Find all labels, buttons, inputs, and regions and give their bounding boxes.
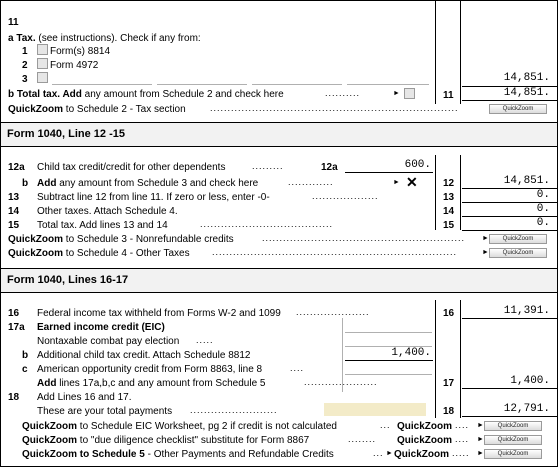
line-11a-tax-value[interactable]: 14,851. [503,72,550,84]
line-16-text: Federal income tax withheld from Forms W-2 and 1099 [37,308,281,319]
line-18-value[interactable]: 12,791. [503,403,550,415]
arrow-right-icon: ► [482,235,489,242]
line-11b-bold: Total tax. Add [16,89,82,100]
leader-dots: ..................... [304,377,378,387]
qz-due-diligence-text [22,435,309,446]
arrow-right-icon: ► [477,450,484,457]
line-18-number: 18 [8,392,20,403]
line-12-box-label: 12 [443,178,455,189]
option-3-field-3[interactable] [252,84,342,85]
line-17c-add-bold: Add [37,378,57,389]
line-15-value[interactable]: 0. [536,217,550,229]
option-2-label: Form 4972 [50,60,99,71]
option-2-number: 2 [22,60,28,71]
line-16-value[interactable]: 11,391. [503,305,550,317]
line-11b-desc: any amount from Schedule 2 and check here [81,89,284,100]
line-12a-underline [345,172,433,173]
line-15-number: 15 [8,220,20,231]
qz-eic-text [22,421,337,432]
leader-dots: .... [455,420,470,430]
qz-dd-bold: QuickZoom [22,435,78,446]
qz-s5-right-label: QuickZoom [394,449,450,460]
qz-schedule-2-text [8,104,186,115]
section-title-16-17: Form 1040, Lines 16-17 [7,274,129,286]
bottom-border [0,466,558,467]
line-13-box-label: 13 [443,192,455,203]
qz-schedule-2-desc: to Schedule 2 - Tax section [63,104,186,115]
qz-schedule-2-bold: QuickZoom [8,104,64,115]
arrow-right-icon: ► [477,422,484,429]
line-18-highlight [324,403,426,416]
line-12b-bold: Add [37,178,57,189]
line-14-box-label: 14 [443,206,455,217]
line-14-text: Other taxes. Attach Schedule 4. [37,206,178,217]
option-3-field-2[interactable] [157,84,247,85]
line-17b-value[interactable]: 1,400. [391,347,431,359]
leader-dots: ................... [312,191,379,201]
quickzoom-schedule-2-button[interactable]: QuickZoom [489,104,547,114]
qz-s5-desc: - Other Payments and Refundable Credits [144,449,334,460]
line-17a-number: 17a [8,322,25,333]
line-17c-desc: lines 17a,b,c and any amount from Schedule 5 [56,378,266,389]
qz-s5-bold: QuickZoom to Schedule 5 [22,449,145,460]
line-11a-bold: Tax. [16,33,36,44]
leader-dots: ... [373,448,384,458]
leader-dots: .......... [325,88,361,98]
line-12b-label: b [22,178,29,189]
option-3-field-4[interactable] [347,84,429,85]
quickzoom-schedule-4-button[interactable]: QuickZoom [489,248,547,258]
arrow-right-icon: ► [386,450,393,457]
leader-dots: ......... [252,161,284,171]
line-16-box-label: 16 [443,308,455,319]
leader-dots: .......................................................... [262,233,466,243]
leader-dots: ...................................................................... [212,247,458,257]
leader-dots: ..... [196,335,214,345]
leader-dots: ............. [288,177,334,187]
line-17c-text-1: American opportunity credit from Form 8863, line 8 [37,364,263,375]
line-14-value[interactable]: 0. [536,203,550,215]
schedule-3-checkbox-checked[interactable]: ✕ [406,174,418,190]
line-16-number: 16 [8,308,20,319]
line-17c-label: c [22,364,28,375]
qz-eic-right-label: QuickZoom [397,421,453,432]
line-13-value[interactable]: 0. [536,189,550,201]
form-8814-checkbox[interactable] [37,44,48,55]
line-11b-label: b [8,89,15,100]
line-18-text-1: Add Lines 16 and 17. [37,392,132,403]
quickzoom-due-diligence-button[interactable]: QuickZoom [484,435,542,445]
option-1-number: 1 [22,46,28,57]
line-17-underline [462,388,558,389]
qz-schedule-3-desc: to Schedule 3 - Nonrefundable credits [63,234,234,245]
section-title-12-15: Form 1040, Line 12 -15 [7,128,125,140]
qz-dd-right-label: QuickZoom [397,435,453,446]
line-18-box-label: 18 [443,406,455,417]
quickzoom-schedule-3-button[interactable]: QuickZoom [489,234,547,244]
line-12-value[interactable]: 14,851. [503,175,550,187]
leader-dots: ..................... [296,307,370,317]
option-3-number: 3 [22,74,28,85]
leader-dots: ......................... [190,405,278,415]
leader-dots: ........ [348,434,377,444]
line-17a-text: Earned income credit (EIC) [37,322,165,333]
qz-schedule-3-text [8,234,234,245]
qz-dd-desc: to "due diligence checklist" substitute for Form 8867 [77,435,310,446]
form-4972-checkbox[interactable] [37,58,48,69]
col-divider [435,300,436,418]
line-17a-sub-text: Nontaxable combat pay election [37,336,180,347]
line-14-number: 14 [8,206,20,217]
col-divider [435,0,436,104]
leader-dots: ...................................... [200,219,334,229]
leader-dots: .... [455,434,470,444]
quickzoom-schedule-5-button[interactable]: QuickZoom [484,449,542,459]
arrow-right-icon: ► [393,90,400,97]
line-11-box-label: 11 [443,90,454,101]
line-17-value[interactable]: 1,400. [510,375,550,387]
col-divider-2 [460,155,461,230]
qz-schedule-4-desc: to Schedule 4 - Other Taxes [63,248,190,259]
line-15-box-label: 15 [443,220,455,231]
qz-schedule-5-text [22,449,334,460]
option-3-field-1[interactable] [52,84,152,85]
option-3-checkbox[interactable] [37,72,48,83]
leader-dots: ..... [452,448,470,458]
line-11-number: 11 [8,17,19,28]
line-15-text: Total tax. Add lines 13 and 14 [37,220,168,231]
arrow-right-icon: ► [482,249,489,256]
qz-eic-desc: to Schedule EIC Worksheet, pg 2 if credit is not calculated [77,421,337,432]
arrow-right-icon: ► [477,436,484,443]
line-11a-text [8,33,201,44]
option-1-label: Form(s) 8814 [50,46,111,57]
line-17a-field[interactable] [345,332,432,333]
arrow-right-icon: ► [393,179,400,186]
line-17b-label: b [22,350,29,361]
line-11a-desc: (see instructions). Check if any from: [35,33,201,44]
qz-schedule-3-bold: QuickZoom [8,234,64,245]
total-underline [462,100,558,101]
line-12a-box-label: 12a [321,162,338,173]
line-16-underline [462,318,558,319]
col-divider-2 [460,0,461,104]
qz-schedule-4-text [8,248,190,259]
line-18-text-2: These are your total payments [37,406,173,417]
line-12b-desc: any amount from Schedule 3 and check here [56,178,259,189]
qz-eic-bold: QuickZoom [22,421,78,432]
top-border [0,0,558,1]
line-11b-text [8,89,284,100]
line-11a-label: a [8,33,14,44]
line-17-box-label: 17 [443,378,455,389]
quickzoom-eic-button[interactable]: QuickZoom [484,421,542,431]
col-divider [435,155,436,230]
line-13-number: 13 [8,192,20,203]
line-11b-total-value[interactable]: 14,851. [503,87,550,99]
line-13-text: Subtract line 12 from line 11. If zero or less, enter -0- [37,192,270,203]
line-17b-underline [345,360,433,361]
schedule-2-checkbox[interactable] [404,88,415,99]
col-divider-2 [460,300,461,418]
left-border [0,0,1,467]
leader-dots: ....................................................................... [210,103,459,113]
leader-dots: .... [290,363,305,373]
line-17c-field[interactable] [345,374,432,375]
qz-schedule-4-bold: QuickZoom [8,248,64,259]
line-17b-text: Additional child tax credit. Attach Schedule 8812 [37,350,251,361]
line-12a-text: Child tax credit/credit for other dependents [37,162,226,173]
line-12a-number: 12a [8,162,25,173]
leader-dots: ... [380,420,391,430]
line-12a-value[interactable]: 600. [404,159,431,171]
line-15-underline [462,230,558,231]
line-18-underline [462,416,558,417]
line-17c-text-2 [37,378,265,389]
line-12b-text [37,178,258,189]
